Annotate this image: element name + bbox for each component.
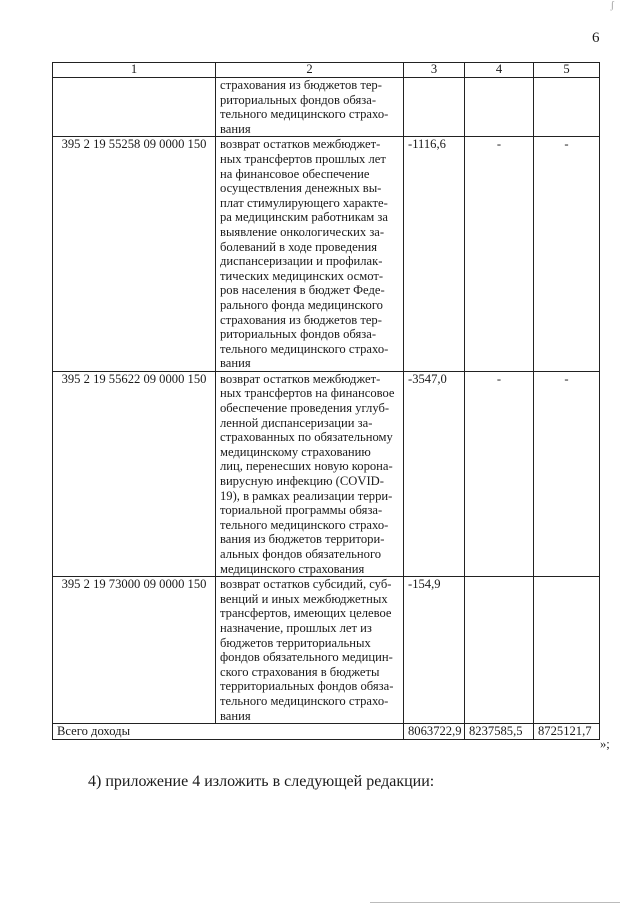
total-col-4: 8237585,5: [465, 724, 534, 740]
row-value-col4: [465, 577, 534, 724]
header-col-2: 2: [216, 63, 404, 78]
description-line: осуществления денежных вы-: [220, 181, 382, 196]
description-line: вания: [220, 356, 251, 371]
scan-bottom-line: [370, 902, 620, 903]
description-line: ных трансфертов прошлых лет: [220, 151, 386, 166]
description-line: выявление онкологических за-: [220, 224, 385, 239]
description-line: назначение, прошлых лет из: [220, 620, 372, 635]
description-line: тельного медицинского страхо-: [220, 517, 389, 532]
description-line: обеспечение проведения углуб-: [220, 401, 390, 416]
description-line: возврат остатков субсидий, суб-: [220, 577, 392, 592]
description-line: ториальной программы обяза-: [220, 503, 383, 518]
revenue-table: [52, 62, 600, 740]
row-value-col3: -154,9: [404, 577, 465, 724]
description-line: венций и иных межбюджетных: [220, 591, 388, 606]
header-col-5: 5: [534, 63, 600, 78]
description-line: риториальных фондов обяза-: [220, 327, 377, 342]
row-value-col3: -1116,6: [404, 137, 465, 372]
description-line: лиц, перенесших новую корона-: [220, 459, 393, 474]
row-value-col4: -: [465, 137, 534, 372]
row-description: [216, 78, 404, 137]
description-line: ленной диспансеризации за-: [220, 415, 373, 430]
row-description: [216, 137, 404, 372]
description-line: медицинскому страхованию: [220, 444, 371, 459]
description-line: тельного медицинского страхо-: [220, 693, 389, 708]
amendment-text: 4) приложение 4 изложить в следующей редакции:: [88, 773, 435, 790]
description-line: вания: [220, 708, 251, 723]
total-label: Всего доходы: [53, 724, 404, 740]
description-line: страхования из бюджетов тер-: [220, 78, 382, 92]
row-value-col5: [534, 577, 600, 724]
description-line: ров населения в бюджет Феде-: [220, 283, 385, 298]
description-line: фондов обязательного медицин-: [220, 650, 393, 665]
total-row: [53, 724, 600, 740]
table-header-row: [53, 63, 600, 78]
description-line: страхования из бюджетов тер-: [220, 312, 382, 327]
description-line: страхованных по обязательному: [220, 430, 393, 445]
description-line: возврат остатков межбюджет-: [220, 371, 381, 386]
row-value-col5: -: [534, 137, 600, 372]
description-line: вирусную инфекцию (COVID-: [220, 474, 384, 489]
row-value-col4: [465, 78, 534, 137]
row-value-col3: [404, 78, 465, 137]
description-line: медицинского страхования: [220, 561, 365, 576]
table-row: [53, 137, 600, 372]
description-line: риториальных фондов обяза-: [220, 92, 377, 107]
table-row: [53, 577, 600, 724]
description-line: диспансеризации и профилак-: [220, 254, 383, 269]
table-row: [53, 78, 600, 137]
description-line: возврат остатков межбюджет-: [220, 137, 381, 152]
description-line: на финансовое обеспечение: [220, 166, 370, 181]
header-col-3: 3: [404, 63, 465, 78]
table-body: [53, 78, 600, 724]
description-line: ского страхования в бюджеты: [220, 664, 380, 679]
description-line: бюджетов территориальных: [220, 635, 371, 650]
scan-corner-mark: ‾ ʃ: [604, 0, 614, 11]
total-col-5: 8725121,7: [534, 724, 600, 740]
header-col-4: 4: [465, 63, 534, 78]
total-col-3: 8063722,9: [404, 724, 465, 740]
description-line: тельного медицинского страхо-: [220, 341, 389, 356]
header-col-1: 1: [53, 63, 216, 78]
row-code: [53, 78, 216, 137]
row-value-col5: [534, 78, 600, 137]
row-code: 395 2 19 73000 09 0000 150: [53, 577, 216, 724]
description-line: ра медицинским работникам за: [220, 210, 388, 225]
closing-quote-mark: »;: [600, 737, 610, 751]
description-line: тических медицинских осмот-: [220, 268, 384, 283]
description-line: 19), в рамках реализации терри-: [220, 488, 393, 503]
page-number: 6: [592, 30, 600, 46]
table-row: [53, 371, 600, 576]
row-value-col5: -: [534, 371, 600, 576]
row-code: 395 2 19 55258 09 0000 150: [53, 137, 216, 372]
row-value-col3: -3547,0: [404, 371, 465, 576]
description-line: вания из бюджетов территори-: [220, 532, 385, 547]
row-description: [216, 371, 404, 576]
description-line: вания: [220, 121, 251, 136]
row-value-col4: -: [465, 371, 534, 576]
description-line: трансфертов, имеющих целевое: [220, 606, 392, 621]
description-line: тельного медицинского страхо-: [220, 107, 389, 122]
description-line: ных трансфертов на финансовое: [220, 386, 395, 401]
row-code: 395 2 19 55622 09 0000 150: [53, 371, 216, 576]
row-description: [216, 577, 404, 724]
description-line: болеваний в ходе проведения: [220, 239, 378, 254]
description-line: территориальных фондов обяза-: [220, 679, 394, 694]
description-line: рального фонда медицинского: [220, 297, 383, 312]
description-line: альных фондов обязательного: [220, 547, 382, 561]
description-line: плат стимулирующего характе-: [220, 195, 388, 210]
